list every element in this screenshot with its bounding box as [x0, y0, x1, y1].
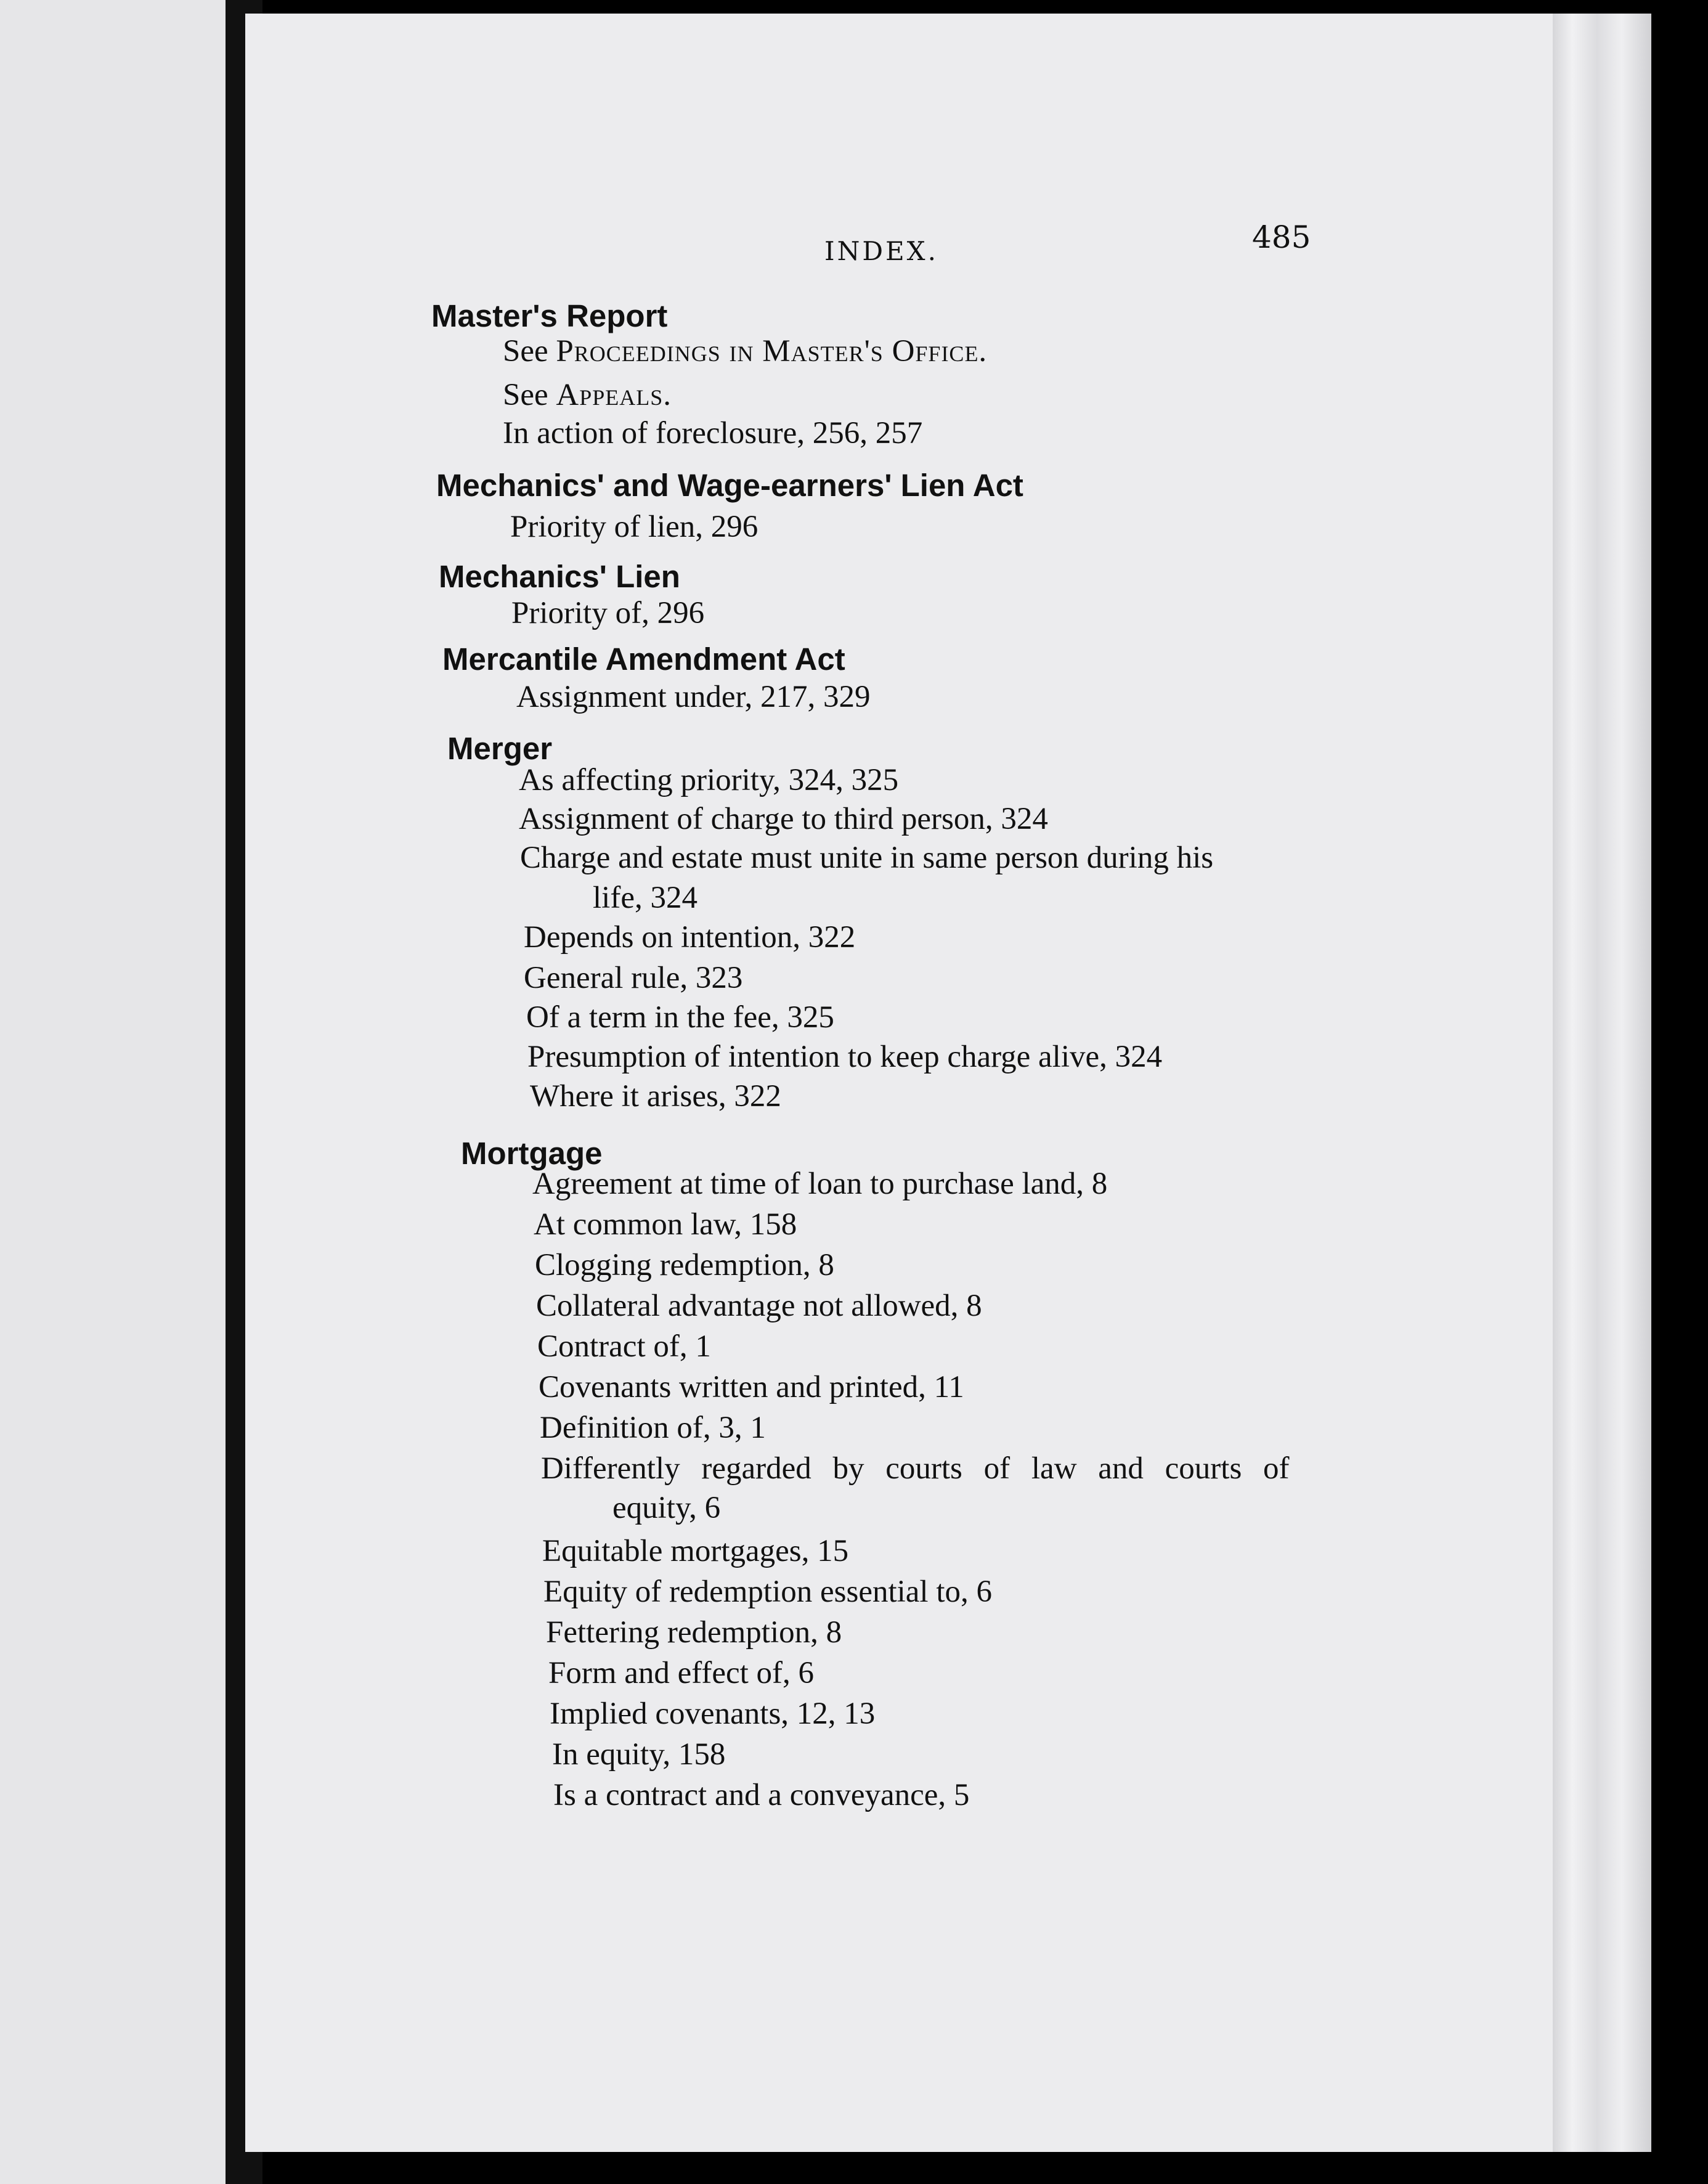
index-subentry: Contract of, 1	[537, 1329, 711, 1364]
see-prefix: See	[503, 378, 556, 412]
index-subentry: Collateral advantage not allowed, 8	[536, 1289, 982, 1323]
index-subentry: General rule, 323	[524, 961, 743, 995]
index-subentry: Is a contract and a conveyance, 5	[553, 1778, 970, 1812]
index-subentry: In action of foreclosure, 256, 257	[503, 416, 923, 450]
index-subentry: Definition of, 3, 1	[540, 1411, 766, 1445]
index-subentry: Presumption of intention to keep charge alive, 324	[527, 1040, 1163, 1074]
cross-reference: Proceedings in Master's Office.	[556, 334, 988, 369]
index-subentry: Assignment under, 217, 329	[516, 680, 871, 714]
page-edge-stack	[1553, 14, 1651, 2152]
page-number: 485	[1252, 219, 1311, 255]
index-subentry: Fettering redemption, 8	[546, 1615, 842, 1650]
index-subentry: Of a term in the fee, 325	[526, 1000, 834, 1035]
index-heading: Mortgage	[461, 1136, 603, 1171]
index-subentry: In equity, 158	[552, 1737, 726, 1772]
index-subentry	[503, 333, 987, 369]
index-subentry: Equitable mortgages, 15	[542, 1534, 849, 1568]
index-subentry: Depends on intention, 322	[524, 920, 856, 955]
index-subentry: Agreement at time of loan to purchase land, 8	[532, 1167, 1108, 1201]
index-heading: Mechanics' Lien	[439, 559, 680, 594]
index-heading: Merger	[447, 731, 553, 766]
running-head: INDEX.	[824, 236, 938, 266]
index-subentry: Assignment of charge to third person, 324	[519, 802, 1048, 836]
index-subentry: Priority of lien, 296	[510, 510, 758, 544]
index-subentry: equity, 6	[612, 1491, 721, 1525]
index-heading: Mechanics' and Wage-earners' Lien Act	[436, 468, 1023, 503]
index-subentry: life, 324	[593, 881, 697, 915]
index-heading: Mercantile Amendment Act	[442, 642, 845, 677]
index-subentry: Clogging redemption, 8	[535, 1248, 834, 1282]
see-prefix: See	[503, 334, 556, 369]
index-subentry: Equity of redemption essential to, 6	[543, 1575, 993, 1609]
index-heading: Master's Report	[431, 298, 668, 333]
index-subentry: Charge and estate must unite in same person during his	[520, 841, 1214, 875]
index-subentry: Differently regarded by courts of law and courts of	[541, 1451, 1290, 1486]
index-subentry: As affecting priority, 324, 325	[519, 763, 899, 797]
index-subentry: Covenants written and printed, 11	[539, 1370, 964, 1404]
index-subentry: At common law, 158	[534, 1207, 797, 1242]
cross-reference: Appeals.	[556, 378, 672, 412]
index-subentry: Where it arises, 322	[530, 1079, 781, 1114]
index-subentry: Priority of, 296	[511, 596, 705, 630]
index-subentry: Implied covenants, 12, 13	[550, 1697, 876, 1731]
index-subentry	[503, 377, 672, 413]
facing-page	[0, 0, 234, 2184]
index-subentry: Form and effect of, 6	[548, 1656, 815, 1690]
